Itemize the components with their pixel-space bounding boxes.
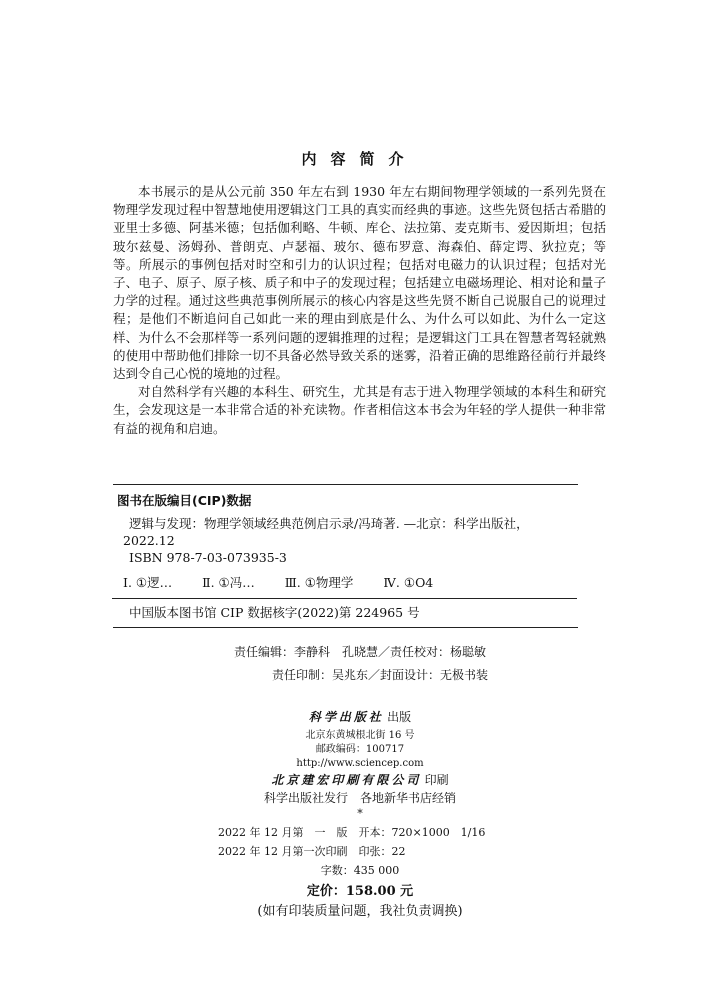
cip-classification	[123, 573, 578, 591]
imprint-edition: 2022 年 12 月第 一 版 开本：720×1000 1/16	[218, 826, 486, 839]
cip-divider	[112, 598, 577, 599]
distribution: 科学出版社发行 各地新华书店经销	[263, 791, 456, 805]
cip-date: 2022.12	[123, 533, 175, 548]
imprint-printing: 2022 年 12 月第一次印刷 印张：22	[218, 845, 406, 858]
cip-entry: 逻辑与发现：物理学领域经典范例启示录/冯琦著. —北京：科学出版社，	[129, 516, 529, 531]
summary-title: 内容简介	[301, 150, 418, 168]
publisher-block	[0, 710, 720, 821]
summary-paragraph-1: 本书展示的是从公元前 350 年左右到 1930 年左右期间物理学领域的一系列先贤在物理学发现过程中智慧地使用逻辑这门工具的真实而经典的事迹。这些先贤包括古希腊的亚里士多德、阿基米德；包括伽利略、牛顿、库仑、法拉第、麦克斯韦、爱因斯坦；包括玻尔兹曼、汤姆孙、普朗克、卢瑟福、玻尔、德布罗意、海森伯、薛定谔、狄拉克；等等。所展示的事例包括对时空和引力的认识过程；包括对电磁力的认识过程；包括对光子、电子、原子、原子核、质子和中子的发现过程；包括建立电磁场理论、相对论和量子力学的过程。通过这些典范事例所展示的核心内容是这些先贤不断自己说服自己的说理过程；是他们不断追问自己如此一来的理由到底是什么、为什么可以如此、为什么一定这样、为什么不会那样等一系列问题的逻辑推理的过程；是逻辑这门工具在智慧者驾轻就熟的使用中帮助他们排除一切不具备必然导致关系的迷雾，沿着正确的思维路径前行并最终达到令自己心悦的境地的过程。	[113, 184, 606, 382]
cip-class-4: Ⅳ. ①O4	[383, 575, 434, 590]
credits-production: 责任印制：吴兆东／封面设计：无极书装	[271, 668, 488, 682]
cip-isbn: ISBN 978-7-03-073935-3	[129, 550, 287, 565]
imprint-note: (如有印装质量问题，我社负责调换)	[257, 904, 463, 919]
publisher-name: 科学出版社	[308, 710, 384, 724]
separator-star: *	[357, 807, 363, 820]
cip-number: 中国版本图书馆 CIP 数据核字(2022)第 224965 号	[129, 605, 420, 620]
publisher-address: 北京东黄城根北街 16 号	[305, 730, 415, 741]
printer-suffix: 印刷	[424, 773, 449, 787]
publisher-suffix: 出版	[387, 710, 412, 724]
cip-class-1: Ⅰ. ①逻…	[123, 575, 173, 590]
imprint-words: 字数：435 000	[320, 864, 400, 877]
summary-paragraph-2: 对自然科学有兴趣的本科生、研究生，尤其是有志于进入物理学领域的本科生和研究生，会发现这是一本非常合适的补充读物。作者相信这本书会为年轻的学人提供一种非常有益的视角和启迪。	[113, 384, 606, 436]
printer-name: 北京建宏印刷有限公司	[271, 773, 422, 787]
credits-editors: 责任编辑：李静科 孔晓慧／责任校对：杨聪敏	[233, 645, 486, 659]
cip-class-2: Ⅱ. ①冯…	[202, 575, 255, 590]
publisher-postcode: 邮政编码：100717	[315, 744, 405, 755]
imprint-price: 定价：158.00 元	[306, 884, 414, 899]
content-summary	[113, 148, 606, 438]
cip-heading: 图书在版编目(CIP)数据	[117, 493, 252, 508]
publisher-url: http://www.sciencep.com	[296, 758, 424, 769]
cip-data-block	[113, 484, 578, 628]
cip-class-3: Ⅲ. ①物理学	[284, 575, 354, 590]
